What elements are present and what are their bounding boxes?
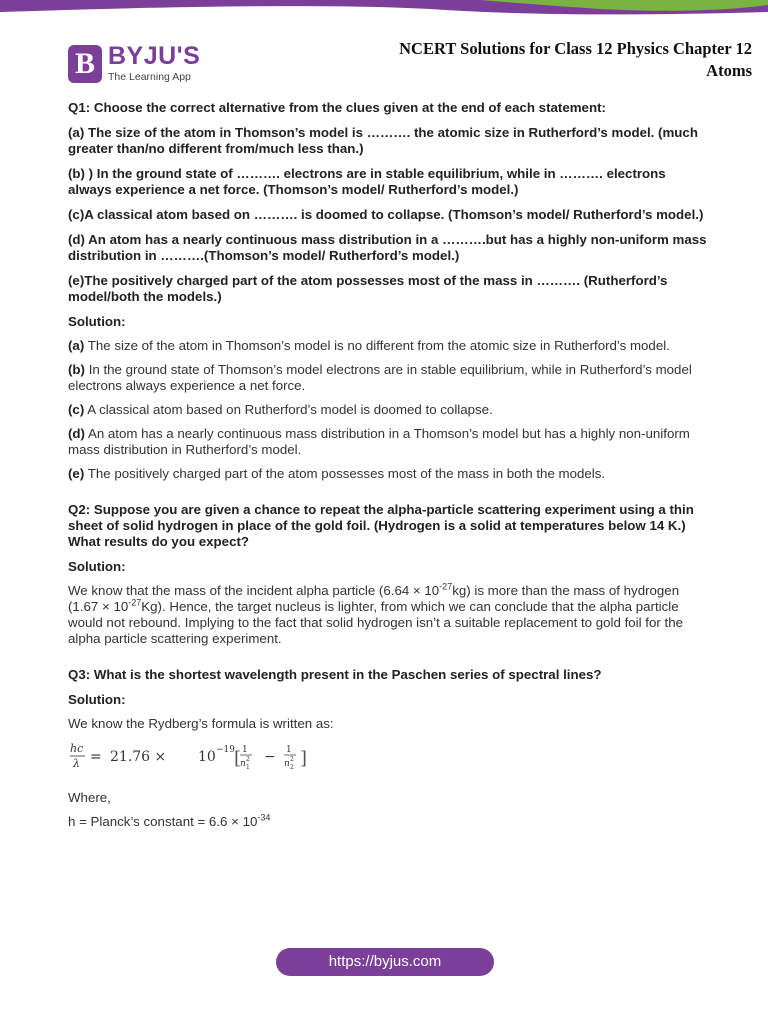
formula-n1-superscript: 2 [246, 756, 250, 763]
q2-question: Q2: Suppose you are given a chance to repeat the alpha-particle scattering experiment using a thin sheet of solid hydrogen in place of the gold foil. (Hydrogen is a solid at temperatures below 14 K.) What results do you expect? [68, 502, 694, 549]
answer-text: The positively charged part of the atom possesses most of the mass in both the models. [87, 466, 606, 481]
q1-answer-c [68, 402, 708, 418]
q1-part-b: (b) ) In the ground state of ………. electrons are in stable equilibrium, while in ………. electrons always experience a net force. (Thomson’s model/ Rutherford’s model.) [68, 166, 666, 197]
q3-solution-label: Solution: [68, 692, 126, 707]
logo-name: BYJU'S [108, 42, 201, 70]
answer-text: An atom has a nearly continuous mass distribution in a Thomson’s model but has a highly non-uniform mass distribution in Rutherford’s model. [68, 426, 690, 457]
title-line-2: Atoms [706, 61, 752, 80]
planck-exponent: -34 [257, 812, 271, 823]
logo-letter: B [74, 47, 95, 80]
answer-text: In the ground state of Thomson’s model electrons are in stable equilibrium, while in Rutherford’s model electrons always experience a net force. [68, 362, 692, 393]
formula-n2-superscript: 2 [290, 756, 294, 763]
q2-answer [68, 583, 708, 647]
formula-constant: 21.76 × [110, 749, 167, 765]
formula-numerator-1: 1 [242, 745, 248, 755]
formula-numerator-2: 1 [286, 745, 292, 755]
title-line-1: NCERT Solutions for Class 12 Physics Chapter 12 [399, 39, 752, 58]
q3-question: Q3: What is the shortest wavelength present in the Paschen series of spectral lines? [68, 667, 602, 682]
byjus-logo [68, 42, 201, 87]
q2-text-3: Kg). Hence, the target nucleus is lighter, from which we can conclude that the alpha particle would not rebound. Implying to the fact that solid hydrogen isn’t a suitable replacement to gold foil for the alpha particle scattering experiment. [68, 599, 683, 646]
answer-text: A classical atom based on Rutherford’s model is doomed to collapse. [87, 402, 493, 417]
q2-solution-label: Solution: [68, 559, 126, 574]
formula-lhs-numerator: hc [70, 742, 84, 755]
answer-label: (d) [68, 426, 85, 441]
q1-question: Q1: Choose the correct alternative from the clues given at the end of each statement: [68, 100, 606, 115]
rydberg-formula [68, 740, 328, 776]
q1-answer-d [68, 426, 708, 458]
top-decorative-bar [0, 0, 768, 18]
q1-part-c: (c)A classical atom based on ………. is doomed to collapse. (Thomson’s model/ Rutherford’s model.) [68, 207, 704, 222]
q2-text-2: kg) is more than the mass of hydrogen (1.67 × 10 [68, 583, 680, 614]
document-title [332, 38, 752, 82]
answer-label: (b) [68, 362, 85, 377]
q1-answer-e [68, 466, 708, 482]
q3-intro: We know the Rydberg’s formula is written as: [68, 716, 334, 731]
formula-equals: = [90, 749, 102, 765]
formula-lhs-denominator: λ [73, 757, 80, 770]
document-body [68, 100, 708, 838]
q2-exponent-2: -27 [128, 597, 142, 608]
q1-solution-label: Solution: [68, 314, 126, 329]
q3-planck-constant [68, 814, 708, 830]
q2-exponent-1: -27 [439, 581, 453, 592]
svg-text:]: ] [300, 748, 308, 769]
logo-tagline: The Learning App [108, 71, 191, 83]
q3-where: Where, [68, 790, 111, 805]
formula-power-base: 10 [198, 749, 216, 765]
planck-text: h = Planck’s constant = 6.6 × 10 [68, 814, 258, 829]
formula-n2-subscript: 2 [290, 764, 294, 771]
formula-minus: − [264, 749, 276, 765]
formula-n2: n [284, 759, 290, 769]
formula-n1: n [240, 759, 246, 769]
q1-part-a: (a) The size of the atom in Thomson’s model is ………. the atomic size in Rutherford’s model. (much greater than/no different from/much less than.) [68, 125, 698, 156]
answer-label: (e) [68, 466, 85, 481]
formula-n1-subscript: 1 [246, 764, 250, 771]
q1-part-e: (e)The positively charged part of the atom possesses most of the mass in ………. (Rutherford’s model/both the models.) [68, 273, 668, 304]
answer-text: The size of the atom in Thomson’s model is no different from the atomic size in Rutherford’s model. [87, 338, 670, 353]
q1-answer-b [68, 362, 708, 394]
q2-text-1: We know that the mass of the incident alpha particle (6.64 × 10 [68, 583, 440, 598]
answer-label: (a) [68, 338, 85, 353]
svg-text:[: [ [234, 748, 242, 769]
formula-power-exponent: −19 [216, 745, 235, 755]
website-link-button[interactable]: https://byjus.com [276, 948, 494, 976]
q1-answer-a [68, 338, 708, 354]
q1-part-d: (d) An atom has a nearly continuous mass distribution in a ……….but has a highly non-uniform mass distribution in ……….(Thomson’s model/ Rutherford’s model.) [68, 232, 707, 263]
answer-label: (c) [68, 402, 85, 417]
